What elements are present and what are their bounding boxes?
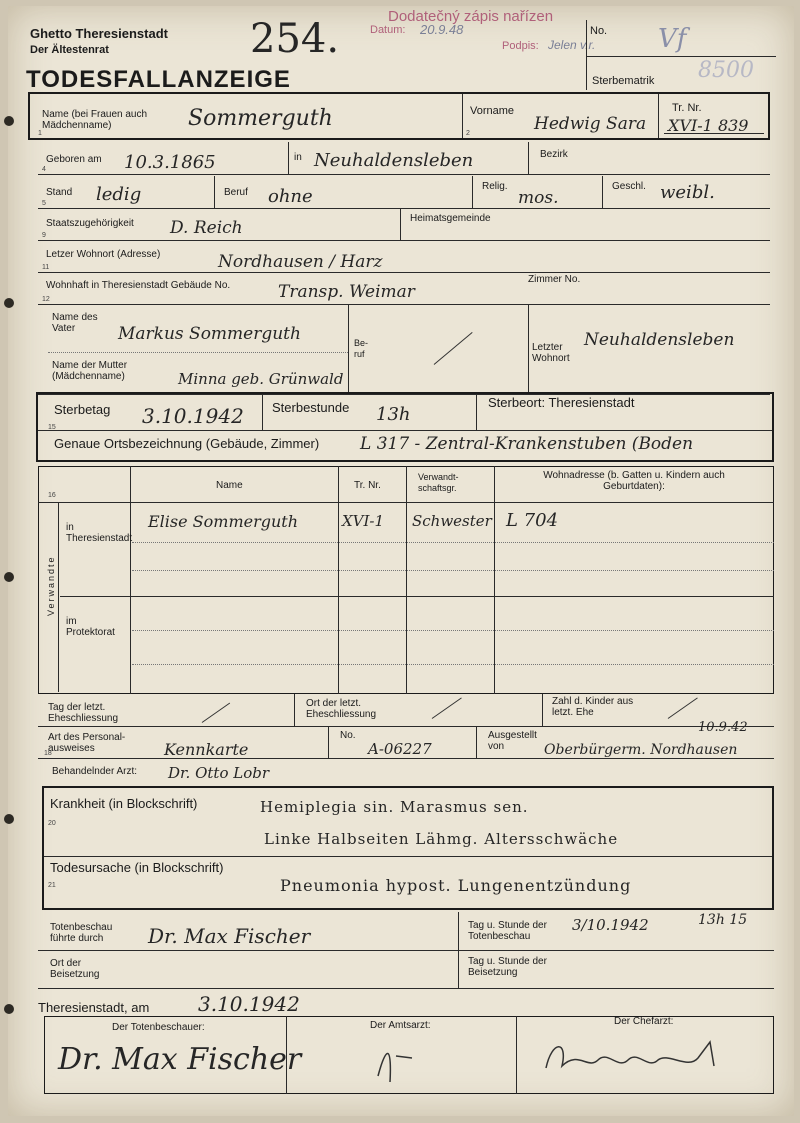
- punch-hole: [4, 298, 14, 308]
- rel-side-label: Verwandte: [46, 555, 56, 616]
- rel-col-name: Name: [216, 480, 243, 491]
- no-label: No.: [590, 25, 608, 37]
- beruf2-label: Be- ruf: [354, 338, 369, 359]
- punch-hole: [4, 116, 14, 126]
- stamp-podpis-value: Jelen v.r.: [548, 38, 596, 52]
- sig2-label: Der Amtsarzt:: [370, 1020, 431, 1031]
- sig1-label: Der Totenbeschauer:: [112, 1022, 205, 1033]
- name-value: Sommerguth: [188, 106, 333, 131]
- stamp-datum-label: Datum:: [370, 24, 406, 36]
- beschau-tag-label: Tag u. Stunde der Totenbeschau: [468, 920, 547, 942]
- rel-col-trnr: Tr. Nr.: [354, 480, 381, 491]
- punch-hole: [4, 572, 14, 582]
- vorname-label: Vorname: [470, 105, 515, 117]
- beruf-value: ohne: [268, 186, 313, 207]
- punch-hole: [4, 1004, 14, 1014]
- krankheit-line1: Hemiplegia sin. Marasmus sen.: [260, 798, 529, 816]
- rel-col-wohn: Wohnadresse (b. Gatten u. Kindern auch Geburtdaten):: [543, 470, 725, 492]
- page-title: TODESFALLANZEIGE: [26, 66, 291, 93]
- ausweis-no-value: A-06227: [368, 740, 432, 758]
- rel-col-verwandt: Verwandt-schaftsgr.: [418, 472, 459, 493]
- geboren-label: Geboren am: [46, 154, 102, 165]
- document-page: [8, 6, 794, 1116]
- wohnort-value: Nordhausen / Harz: [218, 252, 383, 272]
- genaue-value: L 317 - Zentral-Krankenstuben (Boden: [360, 434, 694, 454]
- geschl-value: weibl.: [660, 182, 715, 203]
- staat-value: D. Reich: [170, 218, 243, 238]
- ausweis-art-value: Kennkarte: [164, 740, 249, 759]
- sterbematrik-label: Sterbematrik: [592, 75, 655, 87]
- beschau-toten-label: Totenbeschau führte durch: [50, 922, 113, 944]
- row-number: 20: [48, 820, 56, 827]
- row-number: 4: [42, 166, 46, 173]
- stamp-podpis-label: Podpis:: [502, 40, 539, 52]
- mutter-value: Minna geb. Grünwald: [178, 370, 344, 388]
- row-number: 2: [466, 130, 470, 137]
- beruf-label: Beruf: [224, 187, 248, 198]
- wohnhaft-label: Wohnhaft in Theresienstadt Gebäude No.: [46, 280, 231, 291]
- sig3-scribble: [538, 1030, 738, 1080]
- trnr-label: Tr. Nr.: [672, 102, 702, 114]
- no-mark: Vf: [658, 24, 687, 54]
- sterbeort-label: Sterbeort: Theresienstadt: [488, 395, 635, 410]
- rel-im-protektorat: im Protektorat: [66, 616, 115, 638]
- in-value: Neuhaldensleben: [314, 150, 474, 171]
- zimmer-label: Zimmer No.: [528, 274, 581, 285]
- marriage-tag-label: Tag der letzt. Eheschliessung: [48, 702, 119, 724]
- mutter-label: Name der Mutter (Mädchenname): [52, 360, 128, 382]
- file-number: 254.: [250, 16, 340, 62]
- ausweis-ausgestellt-label: Ausgestellt von: [488, 730, 537, 752]
- row-number: 21: [48, 882, 56, 889]
- marriage-ort-label: Ort der letzt. Eheschliessung: [306, 698, 377, 720]
- geschl-label: Geschl.: [612, 181, 646, 192]
- vater-label: Name des Vater: [52, 312, 98, 334]
- genaue-label: Genaue Ortsbezeichnung (Gebäude, Zimmer): [54, 436, 320, 451]
- row-number: 18: [44, 750, 52, 757]
- row-number: 12: [42, 296, 50, 303]
- sig3-stroke: [546, 1042, 714, 1068]
- row-number: 1: [38, 130, 42, 137]
- row-number: 15: [48, 424, 56, 431]
- row-number: 16: [48, 492, 56, 499]
- sig1-value: Dr. Max Fischer: [58, 1042, 302, 1077]
- footer-place: Theresienstadt, am: [38, 1000, 150, 1015]
- marriage-kinder-label: Zahl d. Kinder aus letzt. Ehe: [552, 696, 634, 718]
- punch-hole: [4, 814, 14, 824]
- wohnort-label: Letzer Wohnort (Adresse): [46, 249, 161, 260]
- ausweis-no-label: No.: [340, 730, 356, 741]
- name-label: Name (bei Frauen auch Mädchenname): [42, 109, 148, 131]
- arzt-label: Behandelnder Arzt:: [52, 766, 138, 777]
- header-ghetto: Ghetto Theresienstadt: [30, 26, 168, 41]
- relig-label: Relig.: [482, 181, 508, 192]
- ausweis-ausgestellt-date: 10.9.42: [698, 720, 748, 735]
- header-aeltestenrat: Der Ältestenrat: [30, 44, 109, 56]
- rel-row1-trnr: XVI-1: [342, 512, 385, 530]
- tod-label: Todesursache (in Blockschrift): [50, 860, 224, 875]
- heimat-label: Heimatsgemeinde: [410, 213, 491, 224]
- letzter-wohnort-label: Letzter Wohnort: [532, 342, 570, 364]
- rel-row1-name: Elise Sommerguth: [148, 512, 299, 531]
- vater-value: Markus Sommerguth: [118, 324, 301, 344]
- beschau-ort-label: Ort der Beisetzung: [50, 958, 100, 980]
- row-number: 11: [42, 264, 50, 271]
- bezirk-label: Bezirk: [540, 149, 568, 160]
- rel-row1-addr: L 704: [506, 510, 559, 531]
- relig-value: mos.: [518, 188, 559, 208]
- beschau-tag2-label: Tag u. Stunde der Beisetzung: [468, 956, 547, 978]
- rel-row1-rel: Schwester: [412, 512, 492, 530]
- number-mark: 8500: [698, 58, 754, 83]
- sig2-scribble: [368, 1036, 438, 1086]
- sterbestunde-value: 13h: [376, 404, 411, 425]
- vorname-value: Hedwig Sara: [534, 114, 647, 134]
- krankheit-line2: Linke Halbseiten Lähmg. Altersschwäche: [264, 830, 619, 848]
- beschau-tag-value: 3/10.1942: [572, 916, 649, 934]
- letzter-wohnort-value: Neuhaldensleben: [584, 330, 735, 350]
- beschau-tag-time: 13h 15: [698, 912, 748, 928]
- wohnhaft-value: Transp. Weimar: [278, 282, 415, 302]
- arzt-value: Dr. Otto Lobr: [168, 764, 270, 782]
- in-label: in: [294, 152, 302, 163]
- rel-in-there: in Theresienstadt: [66, 522, 133, 544]
- sterbetag-label: Sterbetag: [54, 402, 111, 417]
- stand-label: Stand: [46, 187, 73, 198]
- krankheit-label: Krankheit (in Blockschrift): [50, 796, 198, 811]
- stamp-line1: Dodatečný zápis nařízen: [388, 8, 554, 25]
- sig3-label: Der Chefarzt:: [614, 1016, 674, 1027]
- row-number: 9: [42, 232, 46, 239]
- stand-value: ledig: [96, 184, 142, 205]
- beschau-toten-value: Dr. Max Fischer: [148, 924, 311, 948]
- geboren-value: 10.3.1865: [124, 152, 216, 173]
- sterbestunde-label: Sterbestunde: [272, 400, 350, 415]
- footer-date: 3.10.1942: [198, 992, 300, 1016]
- sterbetag-value: 3.10.1942: [142, 404, 244, 428]
- sig2-stroke: [378, 1053, 412, 1082]
- row-number: 5: [42, 200, 46, 207]
- staat-label: Staatszugehörigkeit: [46, 218, 134, 229]
- ausweis-art-label: Art des Personal-ausweises: [48, 732, 126, 754]
- ausweis-ausgestellt-value: Oberbürgerm. Nordhausen: [544, 742, 738, 758]
- trnr-value: XVI-1 839: [668, 116, 749, 135]
- stamp-datum-value: 20.9.48: [420, 22, 464, 37]
- tod-value: Pneumonia hypost. Lungenentzündung: [280, 876, 632, 895]
